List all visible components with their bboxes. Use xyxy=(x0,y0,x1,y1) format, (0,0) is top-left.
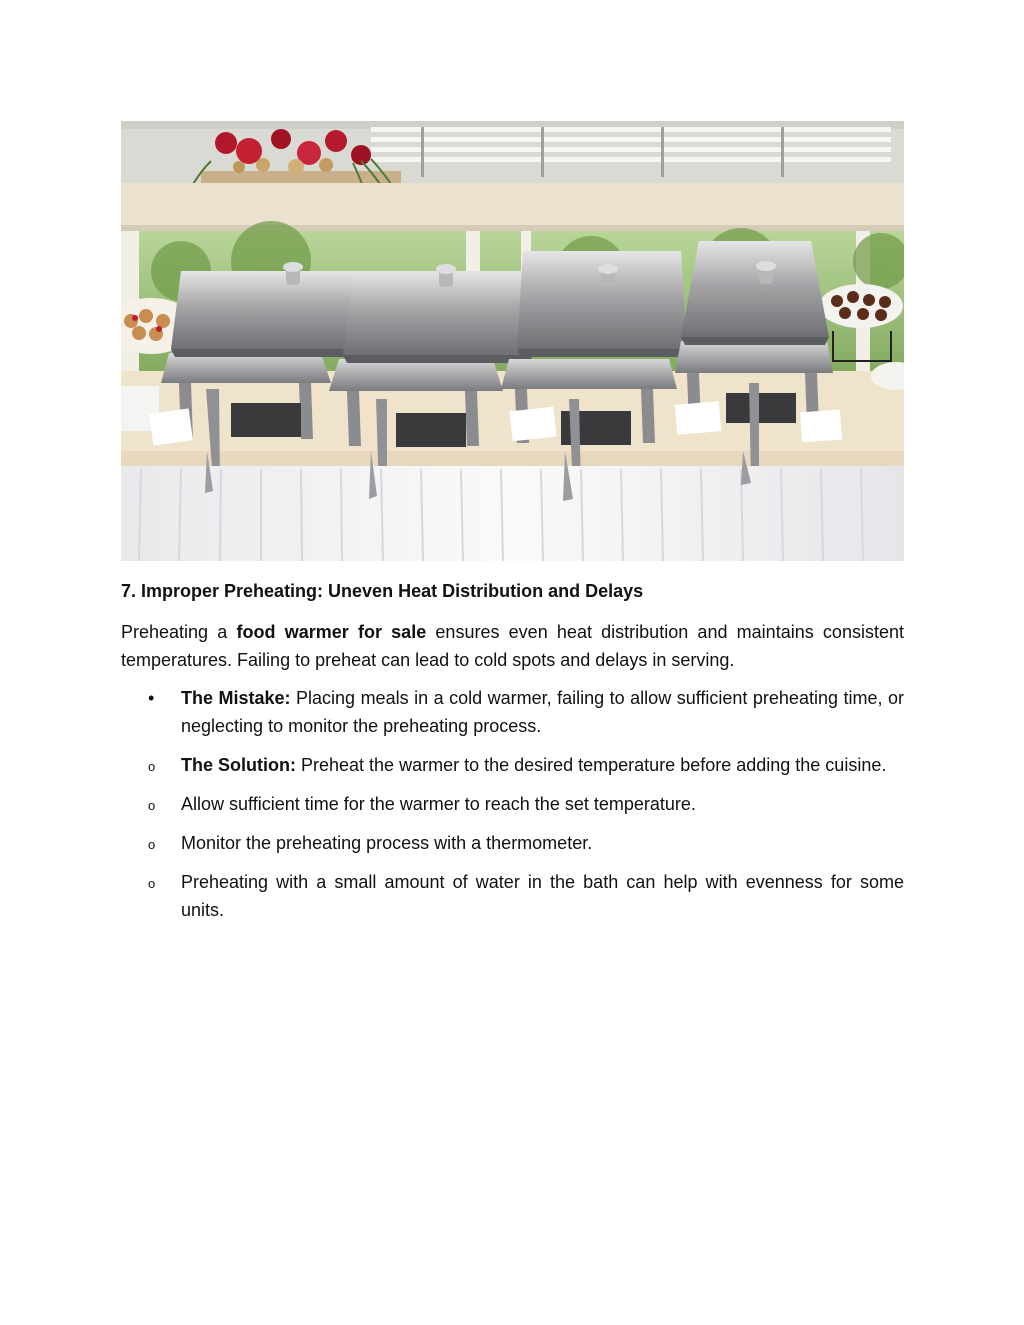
item-text: Allow sufficient time for the warmer to reach the set temperature. xyxy=(181,794,696,814)
item-text: Preheat the warmer to the desired temperature before adding the cuisine. xyxy=(301,755,887,775)
list-item-allow-time xyxy=(121,790,904,818)
bullet-marker: • xyxy=(148,688,155,708)
list-item-solution xyxy=(121,751,904,779)
intro-bold-phrase: food warmer for sale xyxy=(236,622,427,642)
intro-text-after: ensures even heat distribution and maintains consistent temperatures. Failing to preheat can lead to cold spots and delays in serving. xyxy=(121,622,904,670)
circle-marker: o xyxy=(148,798,156,813)
chafing-dishes-photo xyxy=(121,121,904,561)
section-heading: 7. Improper Preheating: Uneven Heat Distribution and Delays xyxy=(121,581,644,601)
list-item-mistake xyxy=(121,684,904,740)
list-item-water-bath xyxy=(121,868,904,924)
list-item-monitor xyxy=(121,829,904,857)
article-section xyxy=(121,578,904,935)
item-text: Placing meals in a cold warmer, failing to allow sufficient preheating time, or neglecting to monitor the preheating process. xyxy=(181,688,904,736)
item-text: Preheating with a small amount of water in the bath can help with evenness for some units. xyxy=(181,872,904,920)
item-label: The Solution: xyxy=(181,755,296,775)
item-text: Monitor the preheating process with a thermometer. xyxy=(181,833,593,853)
circle-marker: o xyxy=(148,876,156,891)
chafing-dishes-illustration xyxy=(121,121,904,561)
circle-marker: o xyxy=(148,759,156,774)
item-label: The Mistake: xyxy=(181,688,291,708)
intro-text-before: Preheating a xyxy=(121,622,228,642)
intro-paragraph xyxy=(121,618,904,674)
circle-marker: o xyxy=(148,837,156,852)
